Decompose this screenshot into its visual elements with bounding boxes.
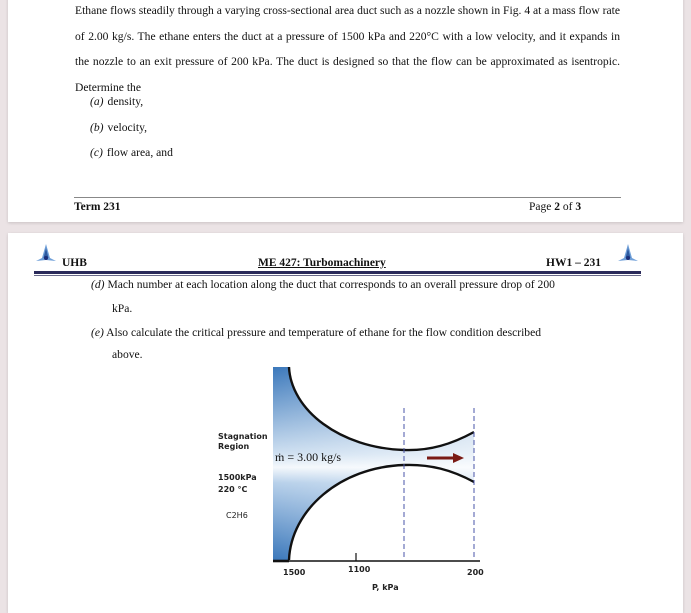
- item-text: density,: [107, 95, 144, 108]
- item-text: Also calculate the critical pressure and temperature of ethane for the flow condition described: [106, 326, 542, 339]
- axis-tick-label-1500: 1500: [283, 568, 306, 577]
- header-assignment: HW1 – 231: [546, 257, 601, 269]
- item-marker: (a): [90, 95, 104, 108]
- page-total: 3: [575, 201, 582, 213]
- stagnation-label-line1: Stagnation: [218, 432, 268, 441]
- item-text: Mach number at each location along the duct that corresponds to an overall pressure drop of 200: [107, 278, 555, 291]
- axis-tick-label-1100: 1100: [348, 565, 371, 574]
- axis-title: P, kPa: [372, 583, 399, 592]
- item-marker: (d): [91, 278, 105, 291]
- header-left: UHB: [62, 257, 87, 269]
- item-e-continuation: above.: [112, 348, 143, 361]
- item-text: velocity,: [107, 121, 148, 134]
- inlet-temperature-label: 220 °C: [218, 485, 248, 494]
- species-label: C2H6: [226, 511, 248, 520]
- problem-paragraph: Ethane flows steadily through a varying cross-sectional area duct such as a nozzle shown in Fig. 4 at a mass flow rate of 2.00 kg/s. The ethane enters the duct at a pressure of 1500 kPa and 220°C with a low velocity, and it expands in the nozzle to an exit pressure of 200 kPa. The duct is designed so that the flow can be approximated as isentropic. Determine the: [75, 4, 620, 94]
- axis-tick-label-200: 200: [467, 568, 484, 577]
- stagnation-label-line2: Region: [218, 442, 250, 451]
- item-text: flow area, and: [106, 146, 173, 159]
- page-current: 2: [554, 201, 560, 213]
- page-prefix: Page: [529, 201, 555, 213]
- item-marker: (e): [91, 326, 104, 339]
- item-d-continuation: kPa.: [112, 302, 133, 315]
- header-course-title: ME 427: Turbomachinery: [258, 257, 386, 269]
- stagnation-label: [218, 432, 268, 452]
- item-marker: (b): [90, 121, 104, 134]
- inlet-pressure-label: 1500kPa: [218, 473, 257, 482]
- page-mid: of: [559, 201, 576, 213]
- mass-flow-label: ṁ = 3.00 kg/s: [275, 450, 342, 464]
- footer-term: Term 231: [74, 201, 121, 213]
- item-marker: (c): [90, 146, 103, 159]
